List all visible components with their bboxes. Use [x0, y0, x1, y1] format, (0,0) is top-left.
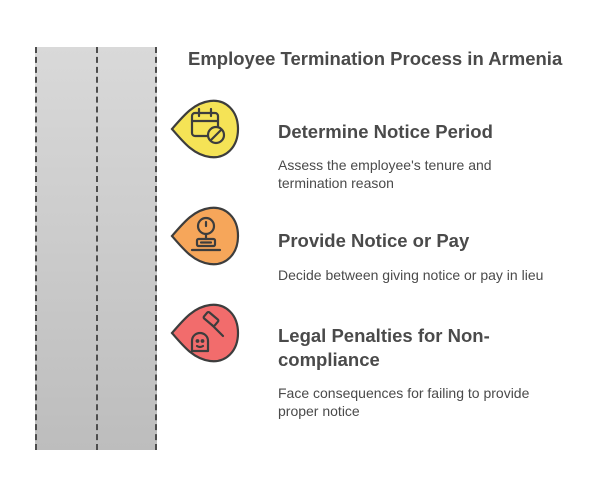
step-2-title: Provide Notice or Pay: [278, 230, 470, 251]
road-center-line: [96, 47, 98, 450]
diagram-title: Employee Termination Process in Armenia: [188, 48, 563, 69]
step-3-description-line-2: proper notice: [278, 403, 360, 419]
step-3-marker: [170, 301, 242, 365]
step-3-title-line-1: Legal Penalties for Non-: [278, 325, 490, 346]
step-3-title-line-2: compliance: [278, 349, 380, 370]
step-1-title: Determine Notice Period: [278, 121, 493, 142]
step-1-marker: [170, 97, 242, 161]
step-1-description-line-2: termination reason: [278, 175, 394, 191]
step-3-description-line-1: Face consequences for failing to provide: [278, 385, 530, 401]
step-2-marker: [170, 204, 242, 268]
timeline-road: [35, 47, 157, 450]
step-1-description-line-1: Assess the employee's tenure and: [278, 157, 492, 173]
step-2-description-line-1: Decide between giving notice or pay in lieu: [278, 267, 544, 283]
